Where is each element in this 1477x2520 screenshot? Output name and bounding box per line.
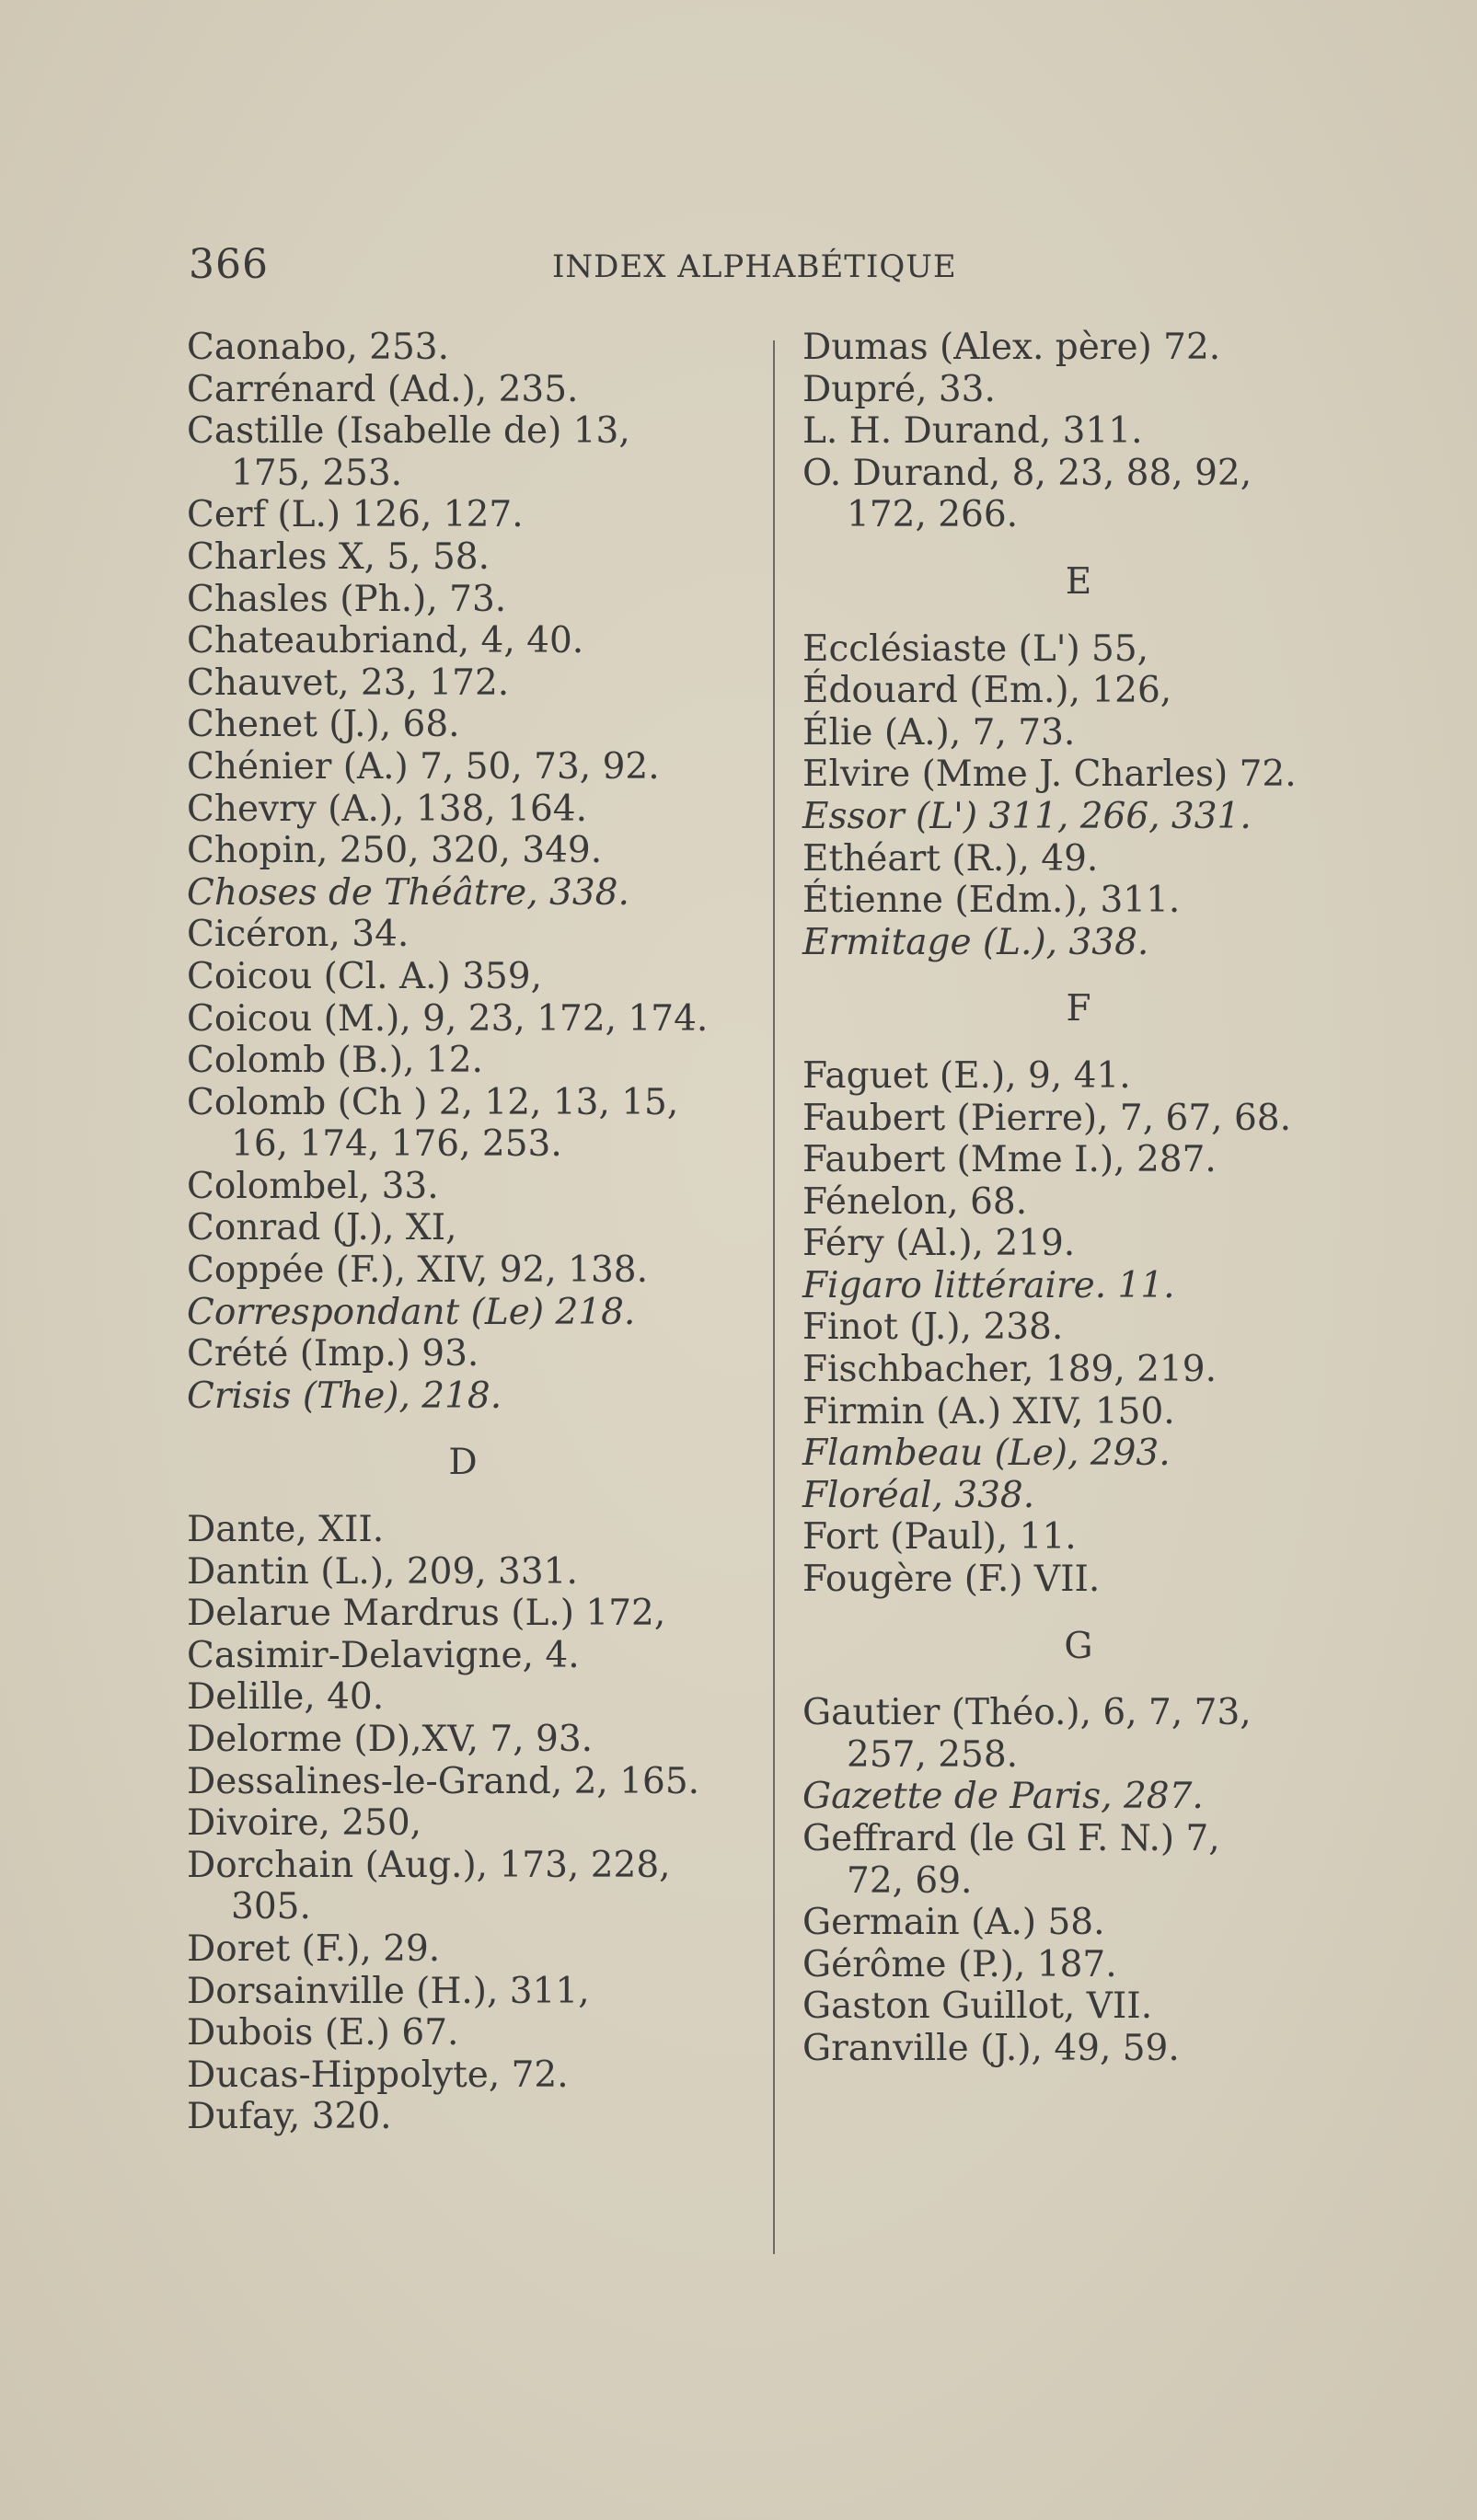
index-entry: Faubert (Mme I.), 287. <box>802 1139 1217 1181</box>
index-entry: Cicéron, 34. <box>187 914 410 956</box>
index-entry: Dorchain (Aug.), 173, 228, <box>187 1844 671 1886</box>
index-entry: Colomb (B.), 12. <box>187 1040 483 1082</box>
index-entry-continuation: 175, 253. <box>231 452 403 494</box>
index-entry: Finot (J.), 238. <box>802 1306 1064 1349</box>
index-entry: Fougère (F.) VII. <box>802 1559 1101 1601</box>
section-letter-g: G <box>1064 1625 1093 1667</box>
index-entry: Ducas-Hippolyte, 72. <box>187 2054 569 2096</box>
index-entry: Élie (A.), 7, 73. <box>802 711 1076 754</box>
index-entry: Ermitage (L.), 338. <box>802 921 1149 963</box>
index-entry: Gaston Guillot, VII. <box>802 1985 1153 2028</box>
index-entry: Castille (Isabelle de) 13, <box>187 410 630 453</box>
running-title: INDEX ALPHABÉTIQUE <box>552 248 957 285</box>
index-entry: Correspondant (Le) 218. <box>187 1291 636 1333</box>
index-entry: L. H. Durand, 311. <box>802 410 1143 453</box>
index-entry: Dubois (E.) 67. <box>187 2012 459 2054</box>
index-entry: Édouard (Em.), 126, <box>802 670 1172 712</box>
index-entry: Carrénard (Ad.), 235. <box>187 368 579 410</box>
index-entry: Coicou (Cl. A.) 359, <box>187 955 542 997</box>
index-entry: Coicou (M.), 9, 23, 172, 174. <box>187 997 709 1040</box>
index-entry: Chevry (A.), 138, 164. <box>187 788 587 830</box>
index-entry: O. Durand, 8, 23, 88, 92, <box>802 452 1252 494</box>
index-entry: Divoire, 250, <box>187 1802 422 1845</box>
index-entry: Charles X, 5, 58. <box>187 535 490 578</box>
index-entry: Dupré, 33. <box>802 368 996 410</box>
index-entry: Gérôme (P.), 187. <box>802 1943 1117 1985</box>
index-entry-continuation: 16, 174, 176, 253. <box>231 1123 562 1166</box>
section-letter-d: D <box>448 1442 478 1484</box>
index-entry: Figaro littéraire. 11. <box>802 1264 1175 1306</box>
index-entry: Chasles (Ph.), 73. <box>187 578 507 620</box>
index-entry: Geffrard (le Gl F. N.) 7, <box>802 1818 1220 1859</box>
index-entry: Germain (A.) 58. <box>802 1902 1105 1944</box>
index-entry-continuation: 257, 258. <box>847 1733 1019 1776</box>
index-entry: Fénelon, 68. <box>802 1180 1028 1223</box>
index-entry: Floréal, 338. <box>802 1474 1035 1516</box>
index-entry: Féry (Al.), 219. <box>802 1223 1076 1265</box>
index-entry: Colomb (Ch ) 2, 12, 13, 15, <box>187 1081 679 1123</box>
left-column <box>187 327 739 2138</box>
index-entry: Casimir-Delavigne, 4. <box>187 1634 580 1676</box>
index-entry: Dumas (Alex. père) 72. <box>802 327 1221 368</box>
index-entry: Crisis (The), 218. <box>187 1375 502 1417</box>
column-divider <box>773 340 775 2254</box>
index-entry-continuation: 172, 266. <box>847 494 1019 536</box>
index-entry: Fort (Paul), 11. <box>802 1516 1077 1559</box>
index-entry: Caonabo, 253. <box>187 327 450 368</box>
index-entry: Firmin (A.) XIV, 150. <box>802 1390 1175 1433</box>
index-entry: Delille, 40. <box>187 1676 385 1719</box>
index-entry: Étienne (Edm.), 311. <box>802 880 1181 922</box>
index-entry: Ecclésiaste (L') 55, <box>802 627 1149 670</box>
index-entry: Dessalines-le-Grand, 2, 165. <box>187 1760 700 1802</box>
page-number: 366 <box>189 241 269 288</box>
index-entry: Doret (F.), 29. <box>187 1927 441 1970</box>
index-entry: Faguet (E.), 9, 41. <box>802 1054 1131 1097</box>
index-entry: Chenet (J.), 68. <box>187 704 460 746</box>
index-entry: Essor (L') 311, 266, 331. <box>802 795 1252 837</box>
index-entry: Flambeau (Le), 293. <box>802 1433 1171 1475</box>
index-entry: Gazette de Paris, 287. <box>802 1776 1204 1818</box>
index-entry: Elvire (Mme J. Charles) 72. <box>802 754 1297 796</box>
index-entry: Chopin, 250, 320, 349. <box>187 830 603 872</box>
index-entry: Delarue Mardrus (L.) 172, <box>187 1593 666 1635</box>
index-entry-continuation: 72, 69. <box>847 1859 973 1902</box>
index-entry: Granville (J.), 49, 59. <box>802 2027 1180 2069</box>
index-entry: Dantin (L.), 209, 331. <box>187 1550 578 1593</box>
index-entry: Faubert (Pierre), 7, 67, 68. <box>802 1097 1291 1139</box>
right-column <box>802 327 1355 2070</box>
page-header <box>189 241 1293 296</box>
section-letter-f: F <box>1066 988 1091 1030</box>
index-entry: Chauvet, 23, 172. <box>187 662 510 704</box>
index-entry: Chateaubriand, 4, 40. <box>187 620 584 662</box>
index-entry: Colombel, 33. <box>187 1165 439 1207</box>
section-letter-e: E <box>1065 560 1092 603</box>
index-entry: Dorsainville (H.), 311, <box>187 1970 590 2012</box>
index-entry: Crété (Imp.) 93. <box>187 1333 479 1375</box>
index-entry: Cerf (L.) 126, 127. <box>187 494 524 536</box>
index-entry: Dante, XII. <box>187 1509 385 1551</box>
index-entry: Choses de Théâtre, 338. <box>187 871 629 914</box>
index-entry: Chénier (A.) 7, 50, 73, 92. <box>187 745 660 788</box>
index-entry: Dufay, 320. <box>187 2096 392 2138</box>
index-entry-continuation: 305. <box>231 1886 311 1928</box>
index-entry: Ethéart (R.), 49. <box>802 837 1099 880</box>
index-entry: Coppée (F.), XIV, 92, 138. <box>187 1249 648 1292</box>
index-entry: Gautier (Théo.), 6, 7, 73, <box>802 1692 1252 1734</box>
index-entry: Fischbacher, 189, 219. <box>802 1349 1217 1391</box>
index-entry: Delorme (D),XV, 7, 93. <box>187 1719 594 1760</box>
index-entry: Conrad (J.), XI, <box>187 1207 457 1249</box>
